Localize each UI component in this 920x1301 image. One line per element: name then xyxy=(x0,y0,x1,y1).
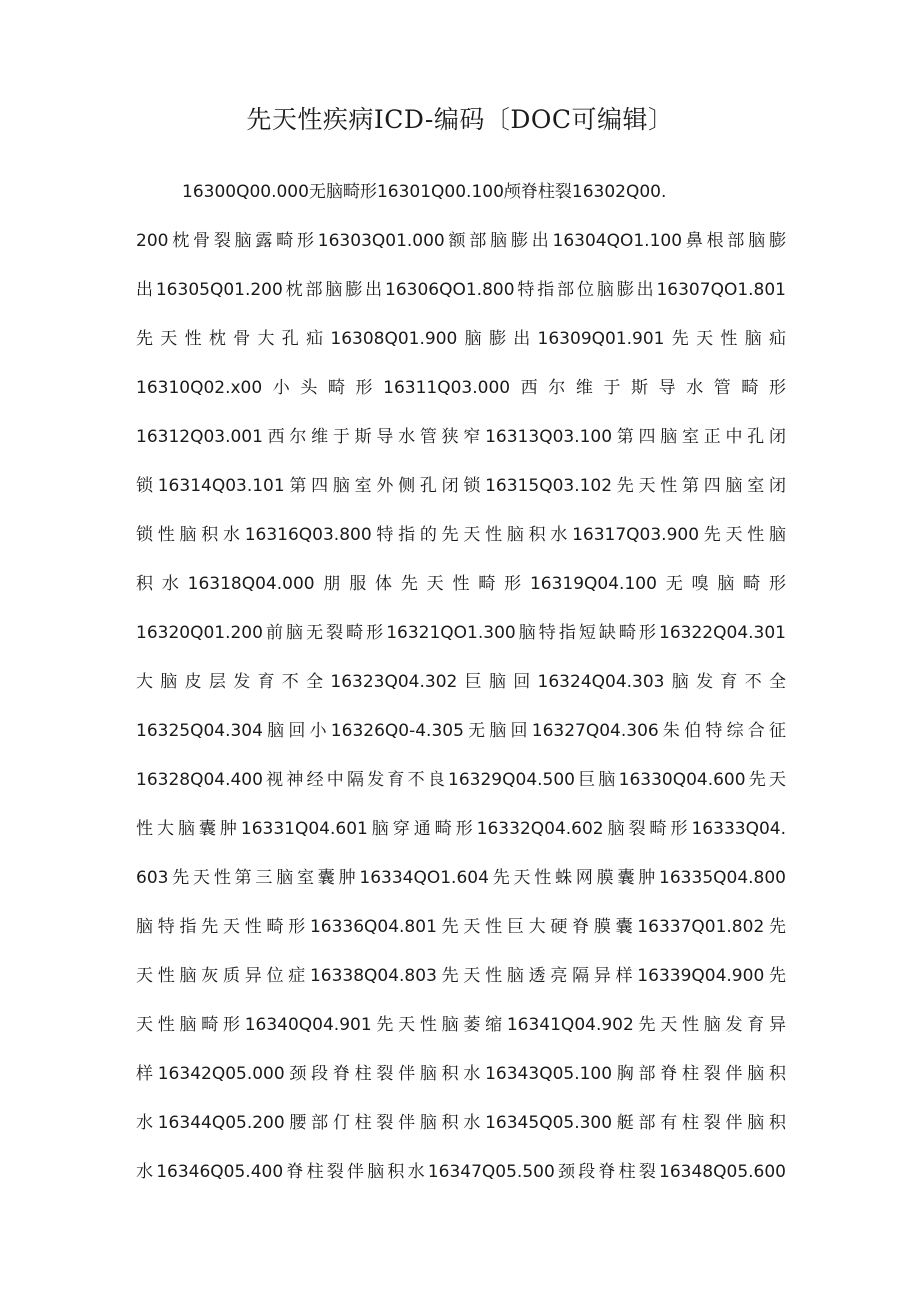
body-line: 16310Q02.x00小头畸形16311Q03.000西尔维于斯导水管畸形 xyxy=(136,378,786,398)
body-line: 天性脑畸形16340Q04.901先天性脑萎缩16341Q04.902先天性脑发育异 xyxy=(136,1015,786,1035)
body-line: 锁16314Q03.101第四脑室外侧孔闭锁16315Q03.102先天性第四脑室闭 xyxy=(136,476,786,496)
body-line: 出16305Q01.200枕部脑膨出16306QO1.800特指部位脑膨出16307QO1.801 xyxy=(136,280,786,300)
body-line: 16325Q04.304脑回小16326Q0-4.305无脑回16327Q04.306朱伯特综合征 xyxy=(136,721,786,741)
body-line: 大脑皮层发育不全16323Q04.302巨脑回16324Q04.303脑发育不全 xyxy=(136,672,786,692)
body-line: 性大脑囊肿16331Q04.601脑穿通畸形16332Q04.602脑裂畸形16333Q04. xyxy=(136,819,786,839)
body-line: 锁性脑积水16316Q03.800特指的先天性脑积水16317Q03.900先天性脑 xyxy=(136,525,786,545)
body-line: 先天性枕骨大孔疝16308Q01.900脑膨出16309Q01.901先天性脑疝 xyxy=(136,329,786,349)
body-line: 200枕骨裂脑露畸形16303Q01.000额部脑膨出16304QO1.100鼻根部脑膨 xyxy=(136,231,786,251)
body-line: 16300Q00.000无脑畸形16301Q00.100颅脊柱裂16302Q00. xyxy=(182,182,666,202)
body-line: 603先天性第三脑室囊肿16334QO1.604先天性蛛网膜囊肿16335Q04.800 xyxy=(136,868,786,888)
body-line: 脑特指先天性畸形16336Q04.801先天性巨大硬脊膜囊16337Q01.802先 xyxy=(136,917,786,937)
body-line: 16328Q04.400视神经中隔发育不良16329Q04.500巨脑16330Q04.600先天 xyxy=(136,770,786,790)
body-line: 16320Q01.200前脑无裂畸形16321QO1.300脑特指短缺畸形16322Q04.301 xyxy=(136,623,786,643)
document-title: 先天性疾病ICD-编码〔DOC可编辑〕 xyxy=(246,105,674,134)
body-line: 天性脑灰质异位症16338Q04.803先天性脑透亮隔异样16339Q04.900先 xyxy=(136,966,786,986)
body-line: 水16346Q05.400脊柱裂伴脑积水16347Q05.500颈段脊柱裂16348Q05.600 xyxy=(136,1162,786,1182)
body-line: 水16344Q05.200腰部仃柱裂伴脑积水16345Q05.300艇部有柱裂伴脑积 xyxy=(136,1113,786,1133)
body-line: 积水16318Q04.000朋服体先天性畸形16319Q04.100无嗅脑畸形 xyxy=(136,574,786,594)
body-line: 16312Q03.001西尔维于斯导水管狭窄16313Q03.100第四脑室正中孔闭 xyxy=(136,427,786,447)
body-line: 样16342Q05.000颈段脊柱裂伴脑积水16343Q05.100胸部脊柱裂伴脑积 xyxy=(136,1064,786,1084)
